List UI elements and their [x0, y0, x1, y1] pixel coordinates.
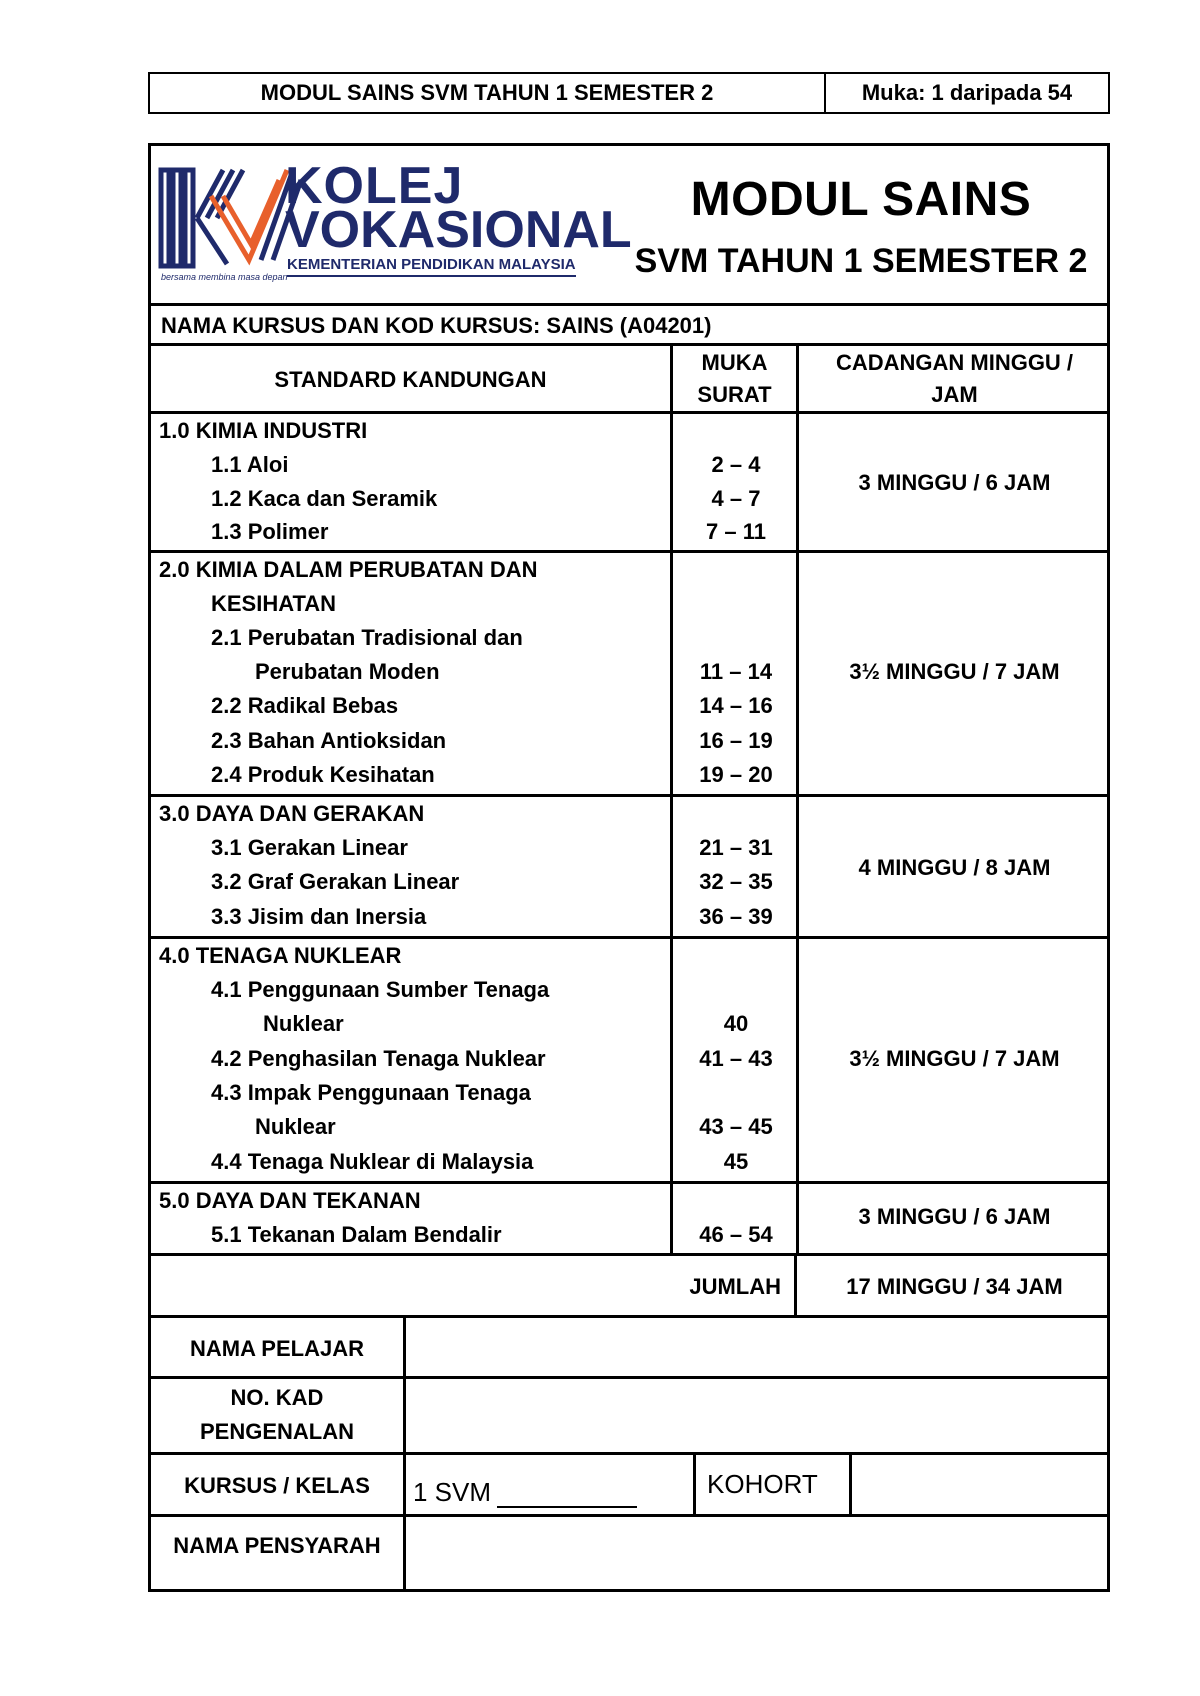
section-title: 3.0 DAYA DAN GERAKAN [159, 801, 425, 826]
section-title: 4.0 TENAGA NUKLEAR [159, 943, 402, 968]
section-title-cont: KESIHATAN [211, 591, 337, 616]
list-item: 3.2 Graf Gerakan Linear [211, 869, 460, 894]
section-title: 5.0 DAYA DAN TEKANAN [159, 1188, 421, 1213]
col-weeks-2: JAM [931, 382, 978, 407]
col-page-1: MUKA [701, 350, 768, 375]
table-header-row [151, 346, 1107, 414]
lecturer-label: NAMA PENSYARAH [173, 1533, 381, 1558]
lecturer-field[interactable] [407, 1517, 1107, 1592]
list-item-cont: Nuklear [263, 1011, 344, 1036]
page-range: 7 – 11 [706, 519, 766, 544]
kolej-vokasional-logo [157, 156, 643, 286]
page-range: 2 – 4 [711, 452, 761, 477]
list-item: 3.3 Jisim dan Inersia [211, 904, 427, 929]
page-range: 36 – 39 [699, 904, 773, 929]
page-header [148, 72, 1110, 114]
class-value: 1 SVM [413, 1477, 492, 1507]
logo-line1: KOLEJ [285, 157, 464, 215]
weeks-hours: 3½ MINGGU / 7 JAM [849, 659, 1060, 684]
list-item: 2.4 Produk Kesihatan [211, 762, 435, 787]
student-name-field[interactable] [407, 1318, 1107, 1376]
logo-line3: KEMENTERIAN PENDIDIKAN MALAYSIA [287, 256, 576, 277]
page-range: 40 [723, 1011, 749, 1036]
section-3 [151, 797, 1107, 939]
student-name-label: NAMA PELAJAR [190, 1336, 364, 1361]
course-name: NAMA KURSUS DAN KOD KURSUS: SAINS (A04201) [161, 313, 712, 338]
page-range: 32 – 35 [699, 869, 773, 894]
ic-label-2: PENGENALAN [199, 1419, 354, 1444]
weeks-hours: 3 MINGGU / 6 JAM [858, 470, 1051, 495]
class-label: KURSUS / KELAS [184, 1473, 370, 1498]
page-range: 19 – 20 [699, 762, 773, 787]
col-weeks-1: CADANGAN MINGGU / [835, 350, 1074, 375]
weeks-hours: 4 MINGGU / 8 JAM [858, 855, 1051, 880]
weeks-hours: 3 MINGGU / 6 JAM [858, 1204, 1051, 1229]
sub-title: SVM TAHUN 1 SEMESTER 2 [634, 242, 1088, 280]
list-item-cont: Nuklear [255, 1114, 336, 1139]
main-title: MODUL SAINS [690, 173, 1032, 226]
list-item: 4.1 Penggunaan Sumber Tenaga [211, 977, 550, 1002]
list-item: 2.3 Bahan Antioksidan [211, 728, 447, 753]
list-item: 5.1 Tekanan Dalam Bendalir [211, 1222, 502, 1247]
col-page-2: SURAT [697, 382, 772, 407]
page-range: 45 [723, 1149, 749, 1174]
logo-line2: VOKASIONAL [285, 201, 632, 259]
page-range: 46 – 54 [699, 1222, 773, 1247]
logo-tagline: bersama membina masa depan [161, 272, 288, 282]
section-title: 1.0 KIMIA INDUSTRI [159, 418, 368, 443]
list-item: 3.1 Gerakan Linear [211, 835, 408, 860]
section-4 [151, 939, 1107, 1184]
class-blank-line [497, 1484, 637, 1508]
module-title: MODUL SAINS SVM TAHUN 1 SEMESTER 2 [150, 74, 826, 112]
section-1 [151, 414, 1107, 553]
course-row [151, 306, 1107, 346]
page-range: 11 – 14 [699, 659, 773, 684]
cohort-label: KOHORT [707, 1469, 818, 1499]
page-info: Muka: 1 daripada 54 [861, 80, 1073, 105]
ic-label-1: NO. KAD [230, 1385, 324, 1410]
list-item-cont: Perubatan Moden [255, 659, 440, 684]
page-range: 43 – 45 [699, 1114, 773, 1139]
list-item: 2.2 Radikal Bebas [211, 693, 399, 718]
cover-frame [148, 143, 1110, 1592]
list-item: 1.1 Aloi [211, 452, 289, 477]
cohort-field[interactable] [853, 1455, 1107, 1514]
page-range: 21 – 31 [699, 835, 773, 860]
weeks-hours: 3½ MINGGU / 7 JAM [849, 1046, 1060, 1071]
page-range: 41 – 43 [699, 1046, 773, 1071]
ic-field[interactable] [407, 1379, 1107, 1452]
section-5 [151, 1184, 1107, 1256]
list-item: 4.2 Penghasilan Tenaga Nuklear [211, 1046, 546, 1071]
page-range: 16 – 19 [699, 728, 773, 753]
title-row [151, 146, 1107, 306]
section-2 [151, 553, 1107, 797]
class-row [151, 1455, 1107, 1517]
section-title: 2.0 KIMIA DALAM PERUBATAN DAN [159, 557, 538, 582]
list-item: 1.2 Kaca dan Seramik [211, 486, 438, 511]
total-value: 17 MINGGU / 34 JAM [846, 1274, 1063, 1299]
col-standard: STANDARD KANDUNGAN [274, 367, 547, 392]
lecturer-row [151, 1517, 1107, 1592]
ic-row [151, 1379, 1107, 1455]
list-item: 4.3 Impak Penggunaan Tenaga [211, 1080, 531, 1105]
list-item: 1.3 Polimer [211, 519, 329, 544]
list-item: 4.4 Tenaga Nuklear di Malaysia [211, 1149, 534, 1174]
list-item: 2.1 Perubatan Tradisional dan [211, 625, 523, 650]
total-row [151, 1256, 1107, 1318]
page-range: 14 – 16 [699, 693, 773, 718]
page-range: 4 – 7 [711, 486, 761, 511]
class-field[interactable] [413, 1477, 637, 1508]
student-name-row [151, 1318, 1107, 1379]
total-label: JUMLAH [689, 1274, 781, 1299]
